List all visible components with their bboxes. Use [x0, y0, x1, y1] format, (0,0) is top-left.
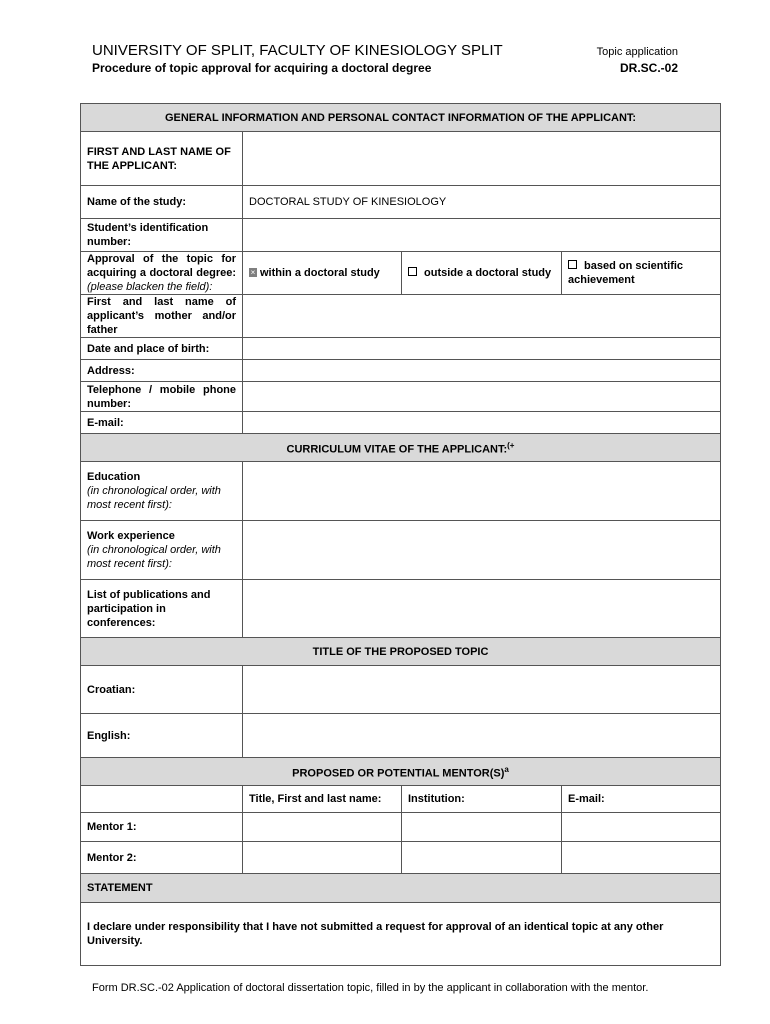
mentor-header-empty — [81, 786, 243, 813]
birth-label: Date and place of birth: — [81, 338, 243, 360]
mentor2-name-field[interactable] — [243, 842, 402, 874]
cv-heading-text: CURRICULUM VITAE OF THE APPLICANT: — [286, 443, 508, 456]
cv-heading-sup: (+ — [507, 440, 515, 450]
checked-box-icon[interactable]: × — [250, 268, 256, 277]
english-title-label: English: — [81, 714, 243, 758]
mentor1-label: Mentor 1: — [81, 813, 243, 842]
education-field[interactable] — [243, 462, 721, 521]
mentors-heading-sup: a — [504, 764, 509, 774]
work-experience-label — [81, 521, 243, 580]
mentor-col-institution: Institution: — [402, 786, 562, 813]
mentor1-email-field[interactable] — [562, 813, 721, 842]
topic-approval-note: (please blacken the field): — [87, 281, 213, 293]
education-colon: : — [168, 499, 172, 511]
option-within-label: within a doctoral study — [260, 267, 380, 279]
student-id-field[interactable] — [243, 219, 721, 252]
mentor-col-email: E-mail: — [562, 786, 721, 813]
student-id-label: Student’s identification number: — [81, 219, 243, 252]
work-label-text: Work experience — [87, 530, 175, 542]
mentor2-institution-field[interactable] — [402, 842, 562, 874]
option-within-doctoral-study[interactable] — [243, 252, 402, 295]
parents-name-field[interactable] — [243, 295, 721, 338]
work-note: (in chronological order, with most recent first) — [87, 544, 221, 570]
option-scientific-achievement[interactable] — [562, 252, 721, 295]
statement-heading: STATEMENT — [81, 874, 721, 903]
document-code: DR.SC.-02 — [619, 61, 678, 75]
work-colon: : — [168, 558, 172, 570]
application-form-table — [80, 103, 721, 966]
english-title-field[interactable] — [243, 714, 721, 758]
education-label-text: Education — [87, 471, 141, 483]
mentor1-institution-field[interactable] — [402, 813, 562, 842]
croatian-title-label: Croatian: — [81, 666, 243, 714]
parents-name-label: First and last name of applicant’s mother and/or father — [81, 295, 243, 338]
option-outside-doctoral-study[interactable] — [402, 252, 562, 295]
address-field[interactable] — [243, 360, 721, 382]
work-experience-field[interactable] — [243, 521, 721, 580]
applicant-name-field[interactable] — [243, 132, 721, 186]
mentors-heading-text: PROPOSED OR POTENTIAL MENTOR(S) — [292, 767, 505, 780]
topic-approval-label — [81, 252, 243, 295]
mentor-col-name: Title, First and last name: — [243, 786, 402, 813]
publications-field[interactable] — [243, 580, 721, 638]
statement-text: I declare under responsibility that I have not submitted a request for approval of an identical topic at any other University. — [81, 903, 721, 966]
birth-field[interactable] — [243, 338, 721, 360]
study-name-value[interactable]: DOCTORAL STUDY OF KINESIOLOGY — [243, 186, 721, 219]
option-outside-label: outside a doctoral study — [424, 267, 552, 279]
document-type: Topic application — [596, 46, 678, 58]
mentor2-label: Mentor 2: — [81, 842, 243, 874]
topic-approval-text: Approval of the topic for acquiring a doctoral degree: — [87, 253, 236, 279]
checkbox-icon[interactable] — [408, 267, 417, 276]
topic-heading: TITLE OF THE PROPOSED TOPIC — [81, 638, 721, 666]
university-title: UNIVERSITY OF SPLIT, FACULTY OF KINESIOLOGY SPLIT — [92, 42, 503, 59]
cv-heading — [81, 434, 721, 462]
phone-field[interactable] — [243, 382, 721, 412]
croatian-title-field[interactable] — [243, 666, 721, 714]
email-field[interactable] — [243, 412, 721, 434]
mentors-heading — [81, 758, 721, 786]
phone-label: Telephone / mobile phone number: — [81, 382, 243, 412]
option-scientific-label: based on scientific achievement — [568, 260, 684, 286]
study-name-label: Name of the study: — [81, 186, 243, 219]
education-label — [81, 462, 243, 521]
mentor1-name-field[interactable] — [243, 813, 402, 842]
mentor2-email-field[interactable] — [562, 842, 721, 874]
publications-label: List of publications and participation in conferences: — [81, 580, 243, 638]
checkbox-icon[interactable] — [568, 260, 577, 269]
general-info-heading: GENERAL INFORMATION AND PERSONAL CONTACT INFORMATION OF THE APPLICANT: — [81, 104, 721, 132]
email-label: E-mail: — [81, 412, 243, 434]
education-note: (in chronological order, with most recent first) — [87, 485, 221, 511]
address-label: Address: — [81, 360, 243, 382]
procedure-subtitle: Procedure of topic approval for acquiring a doctoral degree — [92, 61, 432, 75]
applicant-name-label: FIRST AND LAST NAME OF THE APPLICANT: — [81, 132, 243, 186]
form-footer: Form DR.SC.-02 Application of doctoral dissertation topic, filled in by the applicant in collaboration with the mentor. — [92, 982, 649, 994]
